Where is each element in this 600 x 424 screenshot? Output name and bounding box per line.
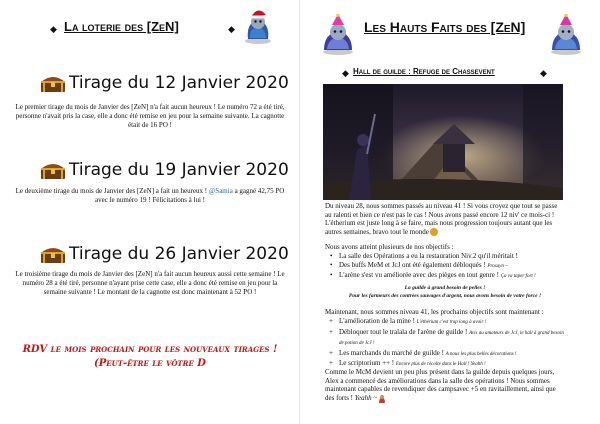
objective-note: Avis au amateurs de JcJ, le hall à grand besoin de potion de JcJ ! bbox=[339, 330, 564, 346]
party-hat-mascot-icon bbox=[546, 14, 586, 56]
treasure-chest-icon bbox=[40, 160, 66, 180]
list-item bbox=[327, 317, 567, 328]
next-objectives-intro: Maintenant, nous sommes niveau 41, les prochains objectifs sont maintenant : bbox=[325, 308, 544, 316]
draw-title-12-jan: Tirage du 12 Janvier 2020 bbox=[69, 73, 289, 93]
objective-text: Les marchands du marché de guilde ! bbox=[339, 348, 444, 357]
lottery-header: La loterie des [ZeN] bbox=[64, 19, 179, 34]
treasure-chest-icon bbox=[40, 244, 66, 264]
guild-hall-screenshot bbox=[323, 84, 563, 200]
santa-mascot-icon bbox=[238, 5, 278, 45]
wvw-end-text: Yeahh ~ bbox=[354, 393, 378, 402]
shovel-request-note: La guilde à grand besoin de pelles ! bbox=[404, 285, 486, 291]
objective-text: Le scriptorium ++ ! bbox=[339, 359, 395, 367]
objective-text: La salle des Opérations a eu la restauration Niv.2 qu'il méritait ! bbox=[339, 252, 518, 260]
draw-text-12-jan: Le premier tirage du mois de Janvier des [ZeN] n'a fait aucun heureux ! Le numéro 72 a été tiré, personne n'avait pris la case, elle a donc été remise en jeu pour la semaine suivante. La cagnotte était de 16 PO ! bbox=[15, 103, 285, 129]
next-month-announcement bbox=[20, 343, 280, 371]
draw-text-26-jan: Le troisième tirage du mois de Janvier des [ZeN] n'a fait aucun heureux aussi cette semaine ! Le numéro 28 a été tiré, personne n'ayant prise cette case, elle a donc été remise en jeu pour la semaine suivante ! Le montant de la cagnotte est donc maintenant à 52 PO ! bbox=[15, 270, 285, 296]
party-hat-mascot-icon bbox=[318, 14, 358, 56]
diamond-bullet-icon: ◆ bbox=[342, 68, 349, 78]
list-item bbox=[327, 261, 567, 272]
objective-text: Débloquer tout le tralala de l'arène de guilde ! bbox=[339, 327, 468, 336]
diamond-bullet-icon: ◆ bbox=[50, 24, 57, 34]
next-objectives-list bbox=[327, 317, 567, 370]
completed-objectives-list bbox=[327, 252, 567, 282]
draw-text-part: Le deuxième tirage du mois de Janvier des [ZeN] a fait un heureux ! bbox=[15, 187, 209, 195]
guild-hall-subheader: Hall de guilde : Refuge de Chassevent bbox=[353, 67, 495, 76]
diamond-bullet-icon: ◆ bbox=[540, 68, 547, 78]
list-item bbox=[327, 252, 567, 261]
farmers-request-note: Pour les farmeurs des contrées sauvages d'argent, nous avons besoin de votre force ! bbox=[348, 293, 542, 299]
smiley-icon bbox=[430, 228, 438, 236]
list-item bbox=[327, 271, 567, 282]
wvw-paragraph bbox=[325, 368, 565, 403]
diamond-bullet-icon: ◆ bbox=[228, 24, 235, 34]
level-progress-paragraph bbox=[325, 202, 565, 236]
draw-title-26-jan: Tirage du 26 Janvier 2020 bbox=[69, 244, 289, 264]
objectives-intro: Nous avons atteint plusieurs de nos objectifs : bbox=[325, 243, 454, 251]
objective-note: Encore plus de récolte dans le Hall ! Yeahh ! bbox=[395, 362, 486, 367]
objective-text: L'amélioration de la mine ! bbox=[339, 317, 415, 325]
objective-note: L'éthérium c'est trop long à avoir ! bbox=[416, 320, 487, 325]
draw-text-19-jan bbox=[14, 187, 286, 205]
objective-text: L'arène s'est vu améliorée avec des pièges en tout genre ! bbox=[339, 271, 499, 279]
winner-mention-link[interactable]: @Samia bbox=[208, 187, 233, 195]
treasure-chest-icon bbox=[40, 73, 66, 93]
announcement-line-2: (Peut-être le vôtre D bbox=[94, 358, 206, 369]
objective-note: Prosayn ~ bbox=[487, 263, 508, 269]
draw-title-19-jan: Tirage du 19 Janvier 2020 bbox=[69, 160, 289, 180]
announcement-line-1: RDV le mois prochain pour les nouveaux tirages ! bbox=[22, 344, 278, 355]
mini-mascot-icon bbox=[378, 394, 386, 403]
objective-note: Ça va taper fort ! bbox=[500, 274, 536, 279]
wvw-text: Comme le McM devient un peu plus présent dans la guilde depuis quelques jours, Alex a commencé des améliorations dans la salle des opérations ! Nous sommes maintenant capables de revendiquer des campsavec +5 en ravitaillement, ainsi que des forts ! bbox=[325, 368, 556, 402]
objective-text: Des buffs MeM et JcJ ont été également débloqués ! bbox=[339, 260, 486, 269]
draw-text-part: a gagné 42,75 PO avec le numéro 19 ! Félicitations à lui ! bbox=[94, 187, 285, 204]
achievements-header: Les Hauts Faits des [ZeN] bbox=[364, 19, 526, 35]
list-item bbox=[327, 349, 567, 360]
list-item bbox=[327, 328, 567, 349]
objective-note: A nous les plus belles décorations ! bbox=[445, 351, 517, 357]
level-progress-text: Du niveau 28, nous sommes passés au niveau 41 ! Si vous croyez que tout se passe au ralenti et bien ce n'est pas le cas ! Nous avons passé encore 12 niv' ce mois-ci ! L'étherium est juste long à se faire, mais nous progression toujours autant que les autres semaines, bravo tout le monde bbox=[325, 202, 558, 236]
